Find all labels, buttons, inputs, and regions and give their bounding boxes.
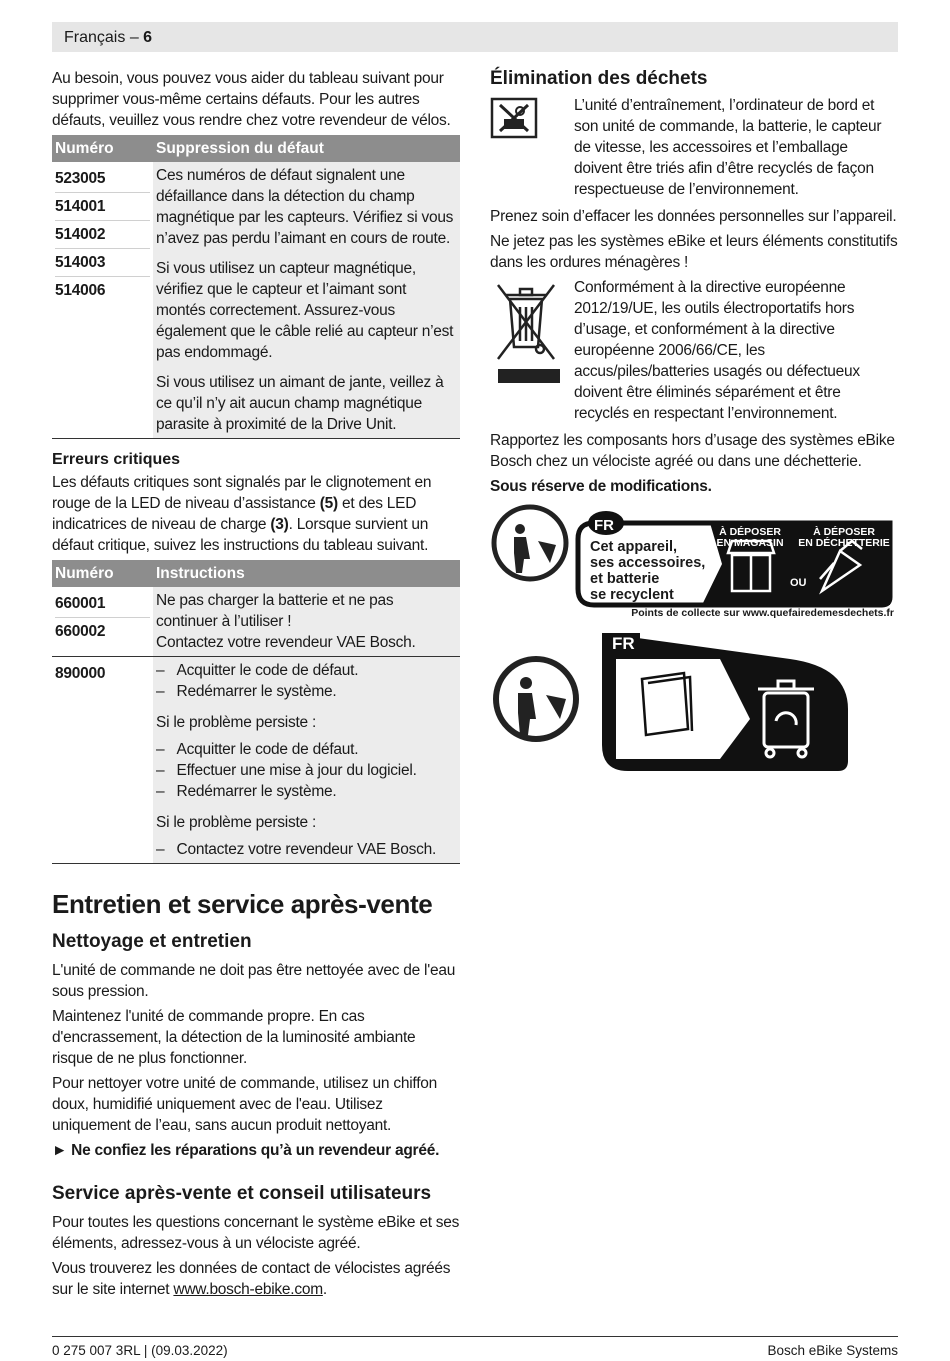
step-text: Redémarrer le système.: [176, 683, 337, 700]
cleaning-p1: L'unité de commande ne doit pas être nettoyée avec de l'eau sous pression.: [52, 962, 456, 1000]
critical-ref-b: (3): [270, 516, 289, 533]
page-number: [64, 27, 152, 48]
critical-codes: [52, 587, 153, 657]
dash: –: [156, 762, 165, 779]
dash: –: [156, 783, 165, 800]
logo-shop-line: EN MAGASIN: [716, 537, 784, 549]
header-page: 6: [143, 29, 153, 46]
triman-recycling-logo: [490, 501, 898, 619]
critical-errors-title: Erreurs critiques: [52, 451, 181, 468]
step-text: Contactez votre revendeur VAE Bosch.: [176, 841, 437, 858]
footer-brand: Bosch eBike Systems: [767, 1343, 898, 1358]
logo-shop-line: À DÉPOSER: [719, 526, 781, 538]
critical-code: 660002: [55, 623, 106, 640]
critical-code: 660001: [55, 590, 150, 618]
logo-shop-label: [714, 527, 786, 549]
fault-code: 514006: [55, 282, 106, 299]
logo-dump-line: À DÉPOSER: [813, 526, 875, 538]
critical-table: [52, 560, 460, 864]
persist-text: Si le problème persiste :: [156, 814, 317, 831]
fault-table-col-fix: Suppression du défaut: [153, 135, 460, 162]
dash: –: [156, 662, 165, 679]
maintenance-title: Entretien et service après-vente: [52, 889, 433, 919]
critical-ref-a: (5): [319, 495, 338, 512]
fault-table: [52, 135, 460, 439]
collection-points-text: Points de collecte sur www.quefairedemesdechets.fr: [631, 607, 894, 619]
logo-line: ses accessoires,: [590, 555, 706, 571]
header-language: Français: [64, 29, 126, 46]
fault-fix-text: [153, 162, 460, 439]
step-text: Acquitter le code de défaut.: [176, 662, 359, 679]
disposal-title: Élimination des déchets: [490, 68, 708, 89]
logo-line: et batterie: [590, 571, 660, 587]
logo-line: se recyclent: [590, 587, 674, 603]
cleaning-p2: Maintenez l'unité de commande propre. En cas d'encrassement, la détection de la luminosité ambiante risque de ne plus fonctionner.: [52, 1008, 416, 1067]
fault-fix-para: Ces numéros de défaut signalent une défaillance dans la détection du champ magnétique par les capteurs. Vérifiez si vous n’avez pas perdu l’aimant en cours de route.: [156, 167, 454, 247]
critical-code: 890000: [55, 665, 106, 682]
left-column: [52, 68, 460, 1304]
service-p2-text: Vous trouverez les données de contact de vélocistes agréés sur le site internet: [52, 1260, 451, 1298]
step-text: Redémarrer le système.: [176, 783, 337, 800]
critical-instructions: [153, 587, 460, 657]
disposal-p2: Prenez soin d’effacer les données personnelles sur l’appareil.: [490, 208, 897, 225]
instruction-step: [156, 781, 457, 802]
logo-line: Cet appareil,: [590, 539, 678, 555]
instruction-step: [156, 839, 457, 860]
logo2-fr-badge: FR: [612, 634, 635, 653]
logo-or: OU: [790, 577, 807, 589]
disposal-block-1: [490, 97, 898, 204]
header-separator: –: [129, 29, 139, 46]
disposal-p4: Conformément à la directive européenne 2012/19/UE, les outils électroportatifs hors d’usage, et conformément à la directive européenne 2006/66/CE, les accus/piles/batteries usagés ou défectueux doivent être éliminés séparément et être recyclés en respectant l’environnement.: [574, 279, 860, 422]
triman-paper-logo: [490, 629, 898, 779]
critical-text-a: Les défauts critiques sont signalés par le clignotement en rouge de la LED de niveau d’assistance: [52, 474, 432, 512]
instruction-line: Contactez votre revendeur VAE Bosch.: [156, 634, 416, 651]
footer-doc-id: 0 275 007 3RL | (09.03.2022): [52, 1343, 228, 1358]
fault-fix-para: Si vous utilisez un aimant de jante, veillez à ce qu’il n’y ait aucun champ magnétique parasite à proximité de la Drive Unit.: [156, 374, 444, 433]
page-header: [52, 22, 898, 52]
service-title: Service après-vente et conseil utilisateurs: [52, 1183, 432, 1204]
instruction-line: Ne pas charger la batterie et ne pas continuer à l’utiliser !: [156, 592, 394, 630]
right-column: [490, 68, 898, 779]
disposal-block-2: [490, 277, 898, 428]
step-text: Acquitter le code de défaut.: [176, 741, 359, 758]
triman-figure-icon: [496, 659, 576, 739]
critical-instructions-890000: [153, 657, 460, 864]
warning-text: Ne confiez les réparations qu’à un revendeur agréé.: [71, 1142, 440, 1159]
disposal-p5: Rapportez les composants hors d’usage des systèmes eBike Bosch chez un vélociste agréé ou dans une déchetterie.: [490, 432, 895, 470]
cleaning-p3: Pour nettoyer votre unité de commande, utilisez un chiffon doux, humidifié uniquement avec de l'eau. Utilisez uniquement de l’eau, sans aucun produit nettoyant.: [52, 1075, 437, 1134]
separate-collection-icon: [490, 97, 562, 204]
disposal-p3: Ne jetez pas les systèmes eBike et leurs éléments constitutifs dans les ordures ménagères !: [490, 233, 898, 271]
fault-code: 514003: [55, 249, 150, 277]
fault-fix-para: Si vous utilisez un capteur magnétique, vérifiez que le capteur et l’aimant sont montés correctement. Assurez-vous également que le câble relié au capteur n’est pas endommagé.: [156, 260, 454, 361]
logo-fr-badge: FR: [594, 517, 614, 534]
bosch-ebike-link[interactable]: www.bosch-ebike.com: [173, 1281, 323, 1298]
crossed-bin-icon: [490, 277, 562, 428]
instruction-step: [156, 760, 457, 781]
critical-code-890000: [52, 657, 153, 864]
triman-paper-graphic: [490, 629, 898, 779]
page-footer: [52, 1336, 898, 1358]
critical-text-b: et des LED indicatrices de niveau de charge: [52, 495, 417, 533]
fault-code: 514001: [55, 193, 150, 221]
repair-warning: [52, 1140, 460, 1161]
intro-text: Au besoin, vous pouvez vous aider du tableau suivant pour supprimer vous-même certains défauts. Pour les autres défauts, veuillez vous rendre chez votre revendeur de vélos.: [52, 70, 451, 129]
persist-text: Si le problème persiste :: [156, 714, 317, 731]
dash: –: [156, 683, 165, 700]
service-p2-end: .: [322, 1281, 327, 1298]
fault-code: 514002: [55, 221, 150, 249]
logo-recycle-text: [590, 539, 705, 603]
triman-figure-icon: [494, 507, 566, 579]
instruction-step: [156, 681, 457, 702]
critical-table-col-number: Numéro: [52, 560, 153, 587]
reserve-text: Sous réserve de modifications.: [490, 478, 712, 495]
disposal-p1: L’unité d’entraînement, l’ordinateur de bord et son unité de commande, la batterie, le capteur de vitesse, les accessoires et l’emballage doivent être triés afin d’être recyclés de façon respectueuse de l’environnement.: [574, 97, 882, 198]
fault-table-col-number: Numéro: [52, 135, 153, 162]
instruction-step: [156, 739, 457, 760]
service-p1: Pour toutes les questions concernant le système eBike et ses éléments, adressez-vous à un vélociste agréé.: [52, 1214, 460, 1252]
cleaning-title: Nettoyage et entretien: [52, 931, 252, 952]
instruction-step: [156, 660, 457, 681]
logo-dump-line: EN DÉCHETTERIE: [798, 537, 890, 549]
logo-dump-label: [796, 527, 892, 549]
step-text: Effectuer une mise à jour du logiciel.: [176, 762, 417, 779]
dash: –: [156, 841, 165, 858]
triangle-right-icon: ►: [52, 1142, 68, 1159]
critical-table-col-instructions: Instructions: [153, 560, 460, 587]
dash: –: [156, 741, 165, 758]
service-p2: [52, 1258, 460, 1300]
fault-codes: [52, 162, 153, 439]
fault-code: 523005: [55, 165, 150, 193]
critical-errors-text: [52, 472, 460, 556]
critical-text-c: . Lorsque survient un défaut critique, suivez les instructions du tableau suivant.: [52, 516, 429, 554]
